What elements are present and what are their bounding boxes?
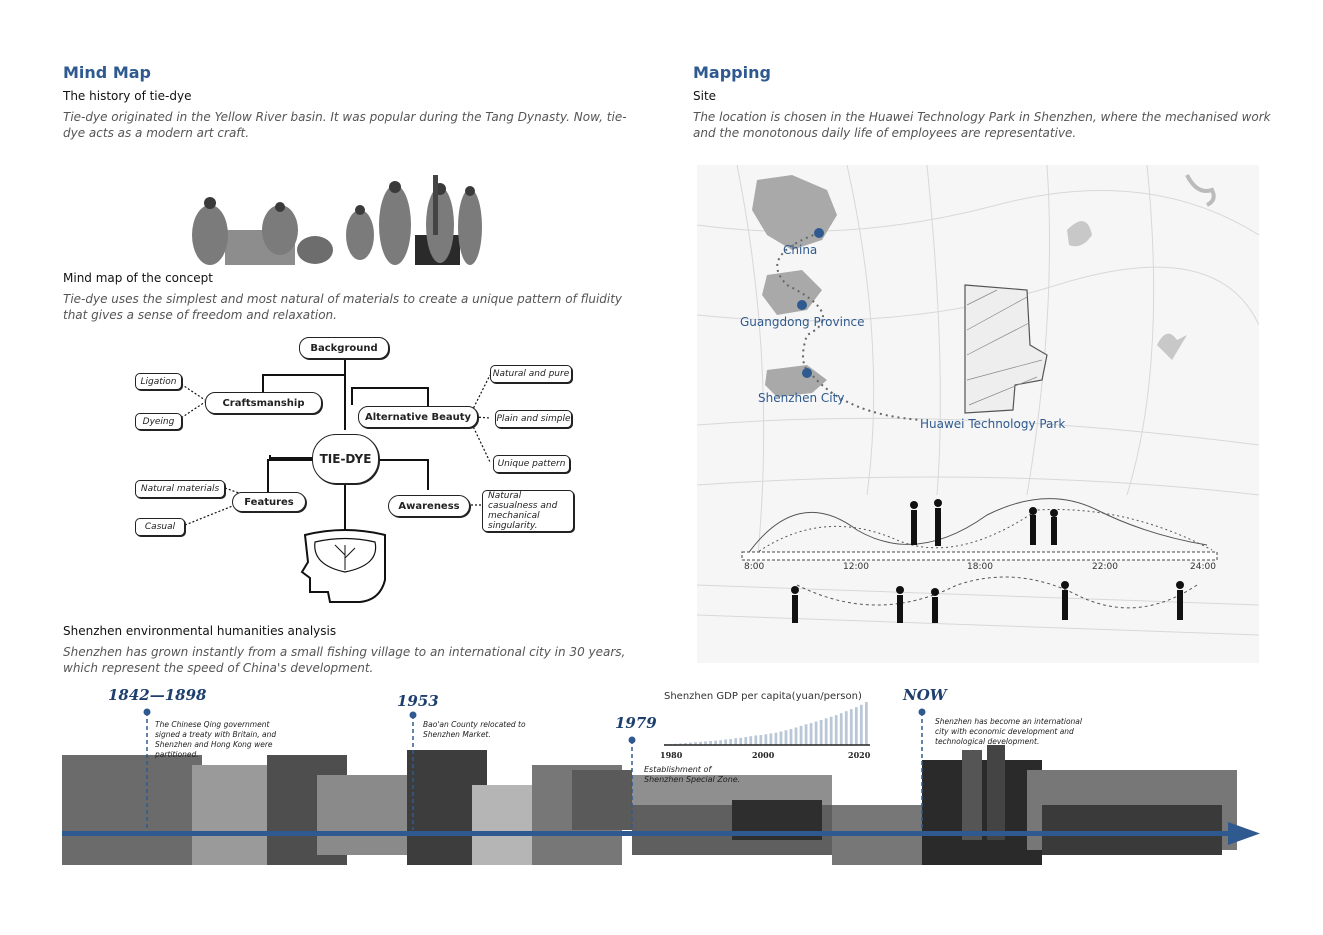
mindmap-craftsmanship-node: Craftsmanship — [205, 392, 322, 414]
mindmap-natural-pure-node: Natural and pure — [490, 365, 572, 383]
mindmap-alternative-beauty-node: Alternative Beauty — [358, 406, 478, 428]
mindmap-ligation-node: Ligation — [135, 373, 182, 390]
time-tick-22: 22:00 — [1092, 562, 1118, 572]
analysis-heading: Shenzhen environmental humanities analysis — [63, 624, 337, 638]
timeline-note-1842: The Chinese Qing government signed a treaty with Britain, and Shenzhen and Hong Kong were partitioned. — [155, 720, 277, 759]
timeline-year-1842: 1842—1898 — [108, 686, 207, 704]
map-label-shenzhen: Shenzhen City — [758, 391, 845, 405]
gdp-axis-2020: 2020 — [848, 750, 871, 760]
mindmap-natural-materials-node: Natural materials — [135, 480, 225, 498]
mindmap-casual-node: Casual — [135, 518, 185, 536]
time-tick-18: 18:00 — [967, 562, 993, 572]
tang-painting-illustration — [185, 175, 485, 270]
concept-text: Tie-dye uses the simplest and most natural of materials to create a unique pattern of fluidity that gives a sense of freedom and relaxation. — [63, 292, 623, 322]
timeline-note-now: Shenzhen has become an international city with economic development and technological development. — [935, 717, 1082, 746]
mindmap-unique-pattern-node: Unique pattern — [493, 455, 570, 473]
mindmap-background-node: Background — [299, 337, 389, 359]
site-text: The location is chosen in the Huawei Technology Park in Shenzhen, where the mechanised work and the monotonous daily life of employees are representative. — [693, 110, 1271, 140]
mindmap-awareness-note: Natural casualness and mechanical singularity. — [482, 490, 574, 532]
history-text: Tie-dye originated in the Yellow River basin. It was popular during the Tang Dynasty. Now, tie-dye acts as a modern art craft. — [63, 110, 627, 140]
timeline-note-1979: Establishment of Shenzhen Special Zone. — [644, 765, 741, 784]
analysis-text: Shenzhen has grown instantly from a small fishing village to an international city in 30 years, which represent the speed of China's development. — [63, 645, 626, 675]
timeline-year-1953: 1953 — [397, 692, 439, 710]
time-tick-8: 8:00 — [744, 562, 765, 572]
map-label-guangdong: Guangdong Province — [740, 315, 865, 329]
mapping-title: Mapping — [693, 63, 771, 82]
time-tick-24: 24:00 — [1190, 562, 1216, 572]
gdp-chart-title: Shenzhen GDP per capita(yuan/person) — [664, 691, 862, 702]
mindmap-features-node: Features — [232, 492, 306, 512]
timeline-note-1953: Bao'an County relocated to Shenzhen Market. — [423, 720, 526, 739]
map-label-china: China — [783, 243, 818, 257]
time-tick-12: 12:00 — [843, 562, 869, 572]
site-map — [697, 165, 1259, 663]
history-heading: The history of tie-dye — [63, 89, 192, 103]
timeline-year-now: NOW — [903, 686, 947, 704]
map-label-huawei: Huawei Technology Park — [920, 417, 1066, 431]
mindmap-center-node: TIE-DYE — [312, 434, 379, 484]
timeline-year-1979: 1979 — [615, 714, 657, 732]
mindmap-plain-simple-node: Plain and simple — [495, 410, 572, 428]
gdp-axis-1980: 1980 — [660, 750, 683, 760]
concept-heading: Mind map of the concept — [63, 271, 213, 285]
site-heading: Site — [693, 89, 717, 103]
mindmap-awareness-node: Awareness — [388, 495, 470, 517]
mindmap-dyeing-node: Dyeing — [135, 413, 182, 430]
gdp-axis-2000: 2000 — [752, 750, 775, 760]
mind-map-title: Mind Map — [63, 63, 151, 82]
